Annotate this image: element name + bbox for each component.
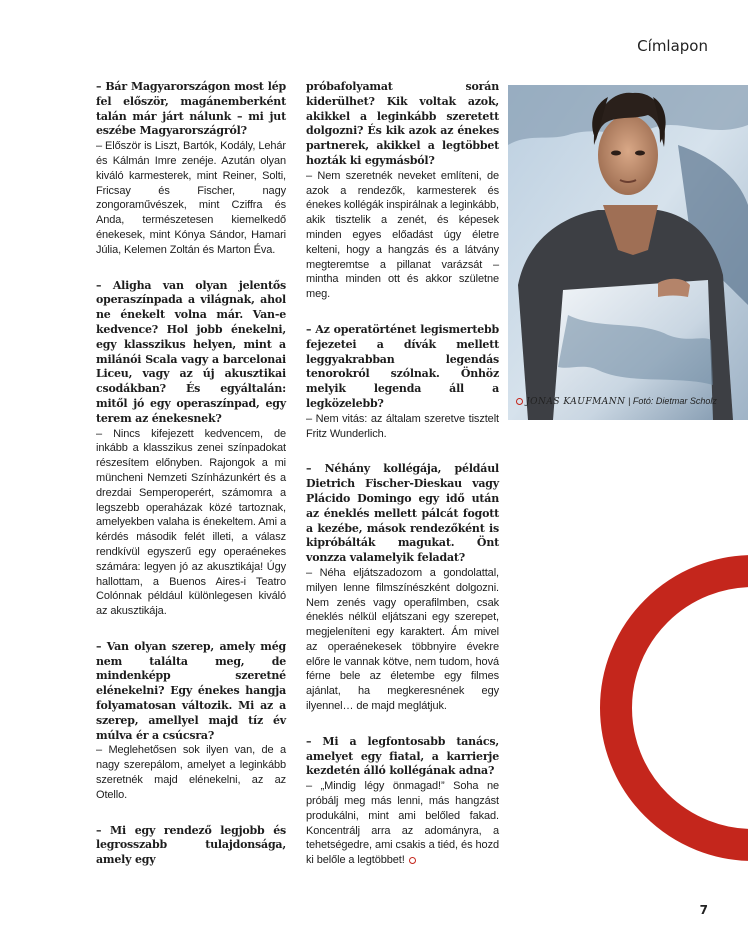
interview-question: – Néhány kollégája, például Dietrich Fischer-Dieskau vagy Plácido Domingo egy idő után az éneklés mellett pálcát fogott a kezébe, mások rendezőként is kipróbálták magukat. Önt vonzza valamelyik feladat?	[306, 462, 499, 565]
interview-answer: – Meglehetősen sok ilyen van, de a nagy szerepálom, amelyet a leginkább szeretnék majd elénekelni, az az Otello.	[96, 744, 286, 801]
interview-question: próbafolyamat során kiderülhet? Kik voltak azok, akikkel a leginkább szeretett dolgozni? És kik azok az énekes partnerek, akikkel a legtöbbet hozták ki egymásból?	[306, 80, 499, 167]
interview-answer: – Nincs kifejezett kedvencem, de inkább a klasszikus zenei színpadokat részesítem előnyben. Rajongok a mi müncheni Nemzeti Színházunkért és a drezdai Semperoperért, számomra a legszebb operaházak közé tartoznak, amelyekben valaha is énekeltem. Ami a kérdés második felét illeti, a válasz rendkívül egyszerű egy operaénekes számára: legyen jó az akusztikája! Úgy hallottam, a Buenos Aires-i Teatro Colónnak például különlegesen kiváló az akusztikája.	[96, 427, 286, 618]
portrait-illustration	[508, 85, 748, 420]
interview-answer: – Először is Liszt, Bartók, Kodály, Lehár és Kálmán Imre zenéje. Azután olyan kiváló karmesterek, mint Reiner, Solti, Fricsay és Fischer, nagy zongoraművészek, mint Cziffra és Anda, természetesen kiemelkedő énekesek, mint Kónya Sándor, Hamari Júlia, Kelemen Zoltán és Marton Éva.	[96, 140, 286, 256]
interview-question: – Aligha van olyan jelentős operaszínpada a világnak, ahol ne énekelt volna már. Van-e kedvence? Hol jobb énekelni, egy klasszikus helyen, mint a milánói Scala vagy a barcelonai Liceu, vagy az új akusztikai csodákban? És egyáltalán: mitől jó egy operaszínpad, egy terem az énekesnek?	[96, 278, 286, 425]
interview-question: – Az operatörténet legismertebb fejezetei a dívák mellett leggyakrabban legendás tenorokról szólnak. Önhöz melyik legenda áll a legközelebb?	[306, 322, 499, 410]
interview-answer: – Néha eljátszadozom a gondolattal, milyen lenne filmszínészként dolgozni. Nem zenés vagy operafilmben, csak éneklés nélkül eljátszani egy szerepet, megjeleníteni egy karaktert. Ám mivel az operaénekesek többnyire évekre előre le vannak kötve, nem tudom, hová férne bele az életembe egy filmes ajánlat, ha megkeresnének egy ilyennel… de majd meglátjuk.	[306, 566, 499, 713]
interview-question: – Van olyan szerep, amely még nem találta meg, de mindenképp szeretné elénekelni? Egy énekes hangja folyamatosan változik. Mi az a szerep, amellyel majd tíz év múlva ér a csúcsra?	[96, 639, 286, 742]
interview-question: – Mi a legfontosabb tanács, amelyet egy fiatal, a karrierje kezdetén álló kollégának adna?	[306, 734, 499, 778]
answer-text: – „Mindig légy önmagad!” Soha ne próbálj meg más lenni, más hangzást produkálni, mint ami belőled fakad. Koncentrálj arra az adományra, a tehetségedre, ami csakis a tiéd, és hozd ki belőle a legtöbbet!	[306, 780, 499, 867]
caption-ring-icon	[516, 398, 523, 405]
interview-answer: – Nem vitás: az általam szeretve tisztelt Fritz Wunderlich.	[306, 412, 499, 440]
decorative-ring-icon	[598, 553, 748, 863]
interview-answer	[306, 779, 499, 868]
caption-credit: Fotó: Dietmar Scholz	[632, 396, 717, 406]
page-number: 7	[699, 903, 708, 917]
portrait-photo	[508, 85, 748, 420]
caption-name: JONAS KAUFMANN	[526, 397, 626, 407]
end-mark-icon	[409, 857, 416, 864]
article-column-1	[96, 80, 286, 868]
interview-question: – Bár Magyarországon most lép fel először, magánemberként talán már járt nálunk – mi jut eszébe Magyarországról?	[96, 80, 286, 138]
interview-question: – Mi egy rendező legjobb és legrosszabb tulajdonsága, amely egy	[96, 823, 286, 867]
caption-separator: |	[625, 396, 633, 406]
photo-caption	[516, 396, 717, 407]
article-column-2	[306, 80, 499, 889]
section-title: Címlapon	[637, 37, 708, 55]
interview-answer: – Nem szeretnék neveket említeni, de azok a rendezők, karmesterek és énekes kollégák inspirálnak a leginkább, akik tisztelik a zenét, és képesek minden egyes előadást úgy életre kelteni, hogy a hangzás és a látvány megteremtse a pillanat varázsát – mintha minden ott és akkor születne meg.	[306, 169, 499, 301]
